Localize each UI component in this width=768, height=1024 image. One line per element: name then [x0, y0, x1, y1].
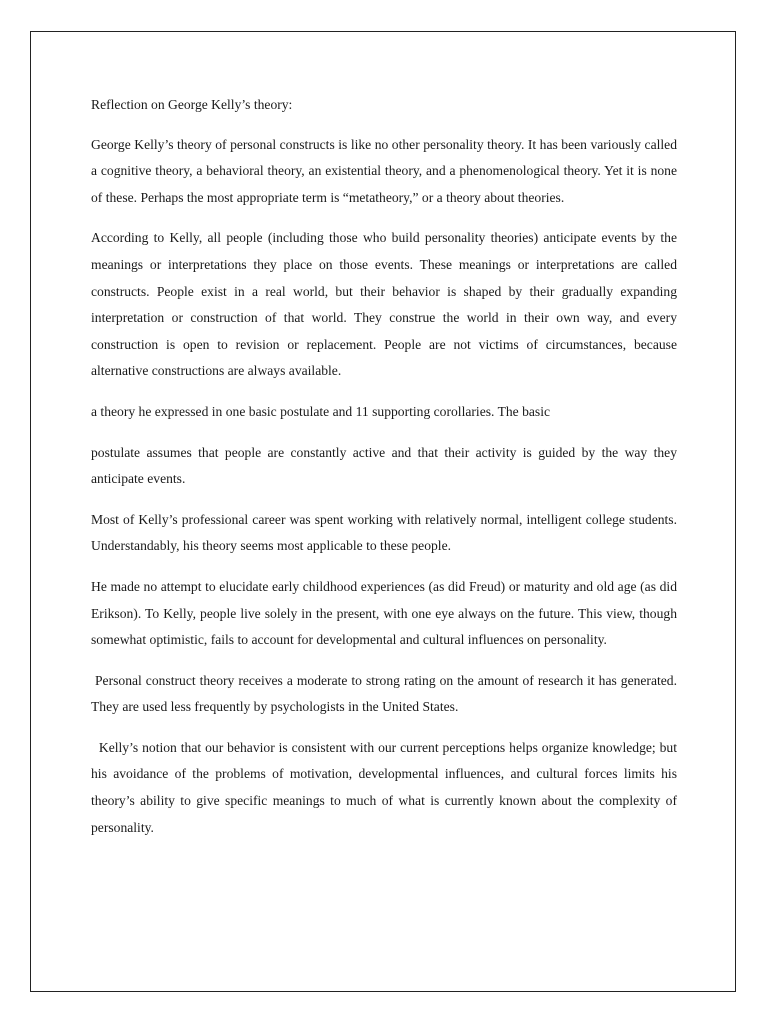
- document-page: [30, 31, 736, 992]
- document-body: [91, 92, 681, 855]
- paragraph-career: Most of Kelly’s professional career was spent working with relatively normal, intelligent college students. Understandably, his theory seems most applicable to these people.: [91, 511, 677, 554]
- paragraph-postulate: postulate assumes that people are constantly active and that their activity is guided by the way they anticipate events.: [91, 444, 677, 487]
- paragraph-intro: George Kelly’s theory of personal constructs is like no other personality theory. It has been variously called a cognitive theory, a behavioral theory, an existential theory, and a phenomenological theory. Yet it is none of these. Perhaps the most appropriate term is “metatheory,” or a theory about theories.: [91, 136, 677, 205]
- paragraph-research: Personal construct theory receives a moderate to strong rating on the amount of research it has generated. They are used less frequently by psychologists in the United States.: [91, 672, 681, 715]
- paragraph-postulate-intro: a theory he expressed in one basic postulate and 11 supporting corollaries. The basic: [91, 403, 551, 419]
- paragraph-conclusion: Kelly’s notion that our behavior is consistent with our current perceptions helps organize knowledge; but his avoidance of the problems of motivation, developmental influences, and cultural forces limits his theory’s ability to give specific meanings to much of what is currently known about the complexity of personality.: [91, 739, 681, 835]
- document-heading: Reflection on George Kelly’s theory:: [91, 97, 293, 112]
- paragraph-childhood: He made no attempt to elucidate early childhood experiences (as did Freud) or maturity and old age (as did Erikson). To Kelly, people live solely in the present, with one eye always on the future. This view, though somewhat optimistic, fails to account for developmental and cultural influences on personality.: [91, 578, 677, 648]
- paragraph-constructs: According to Kelly, all people (including those who build personality theories) anticipate events by the meanings or interpretations they place on those events. These meanings or interpretations are called constructs. People exist in a real world, but their behavior is shaped by their gradually expanding interpretation or construction of that world. They construe the world in their own way, and every construction is open to revision or replacement. People are not victims of circumstances, because alternative constructions are always available.: [91, 230, 677, 379]
